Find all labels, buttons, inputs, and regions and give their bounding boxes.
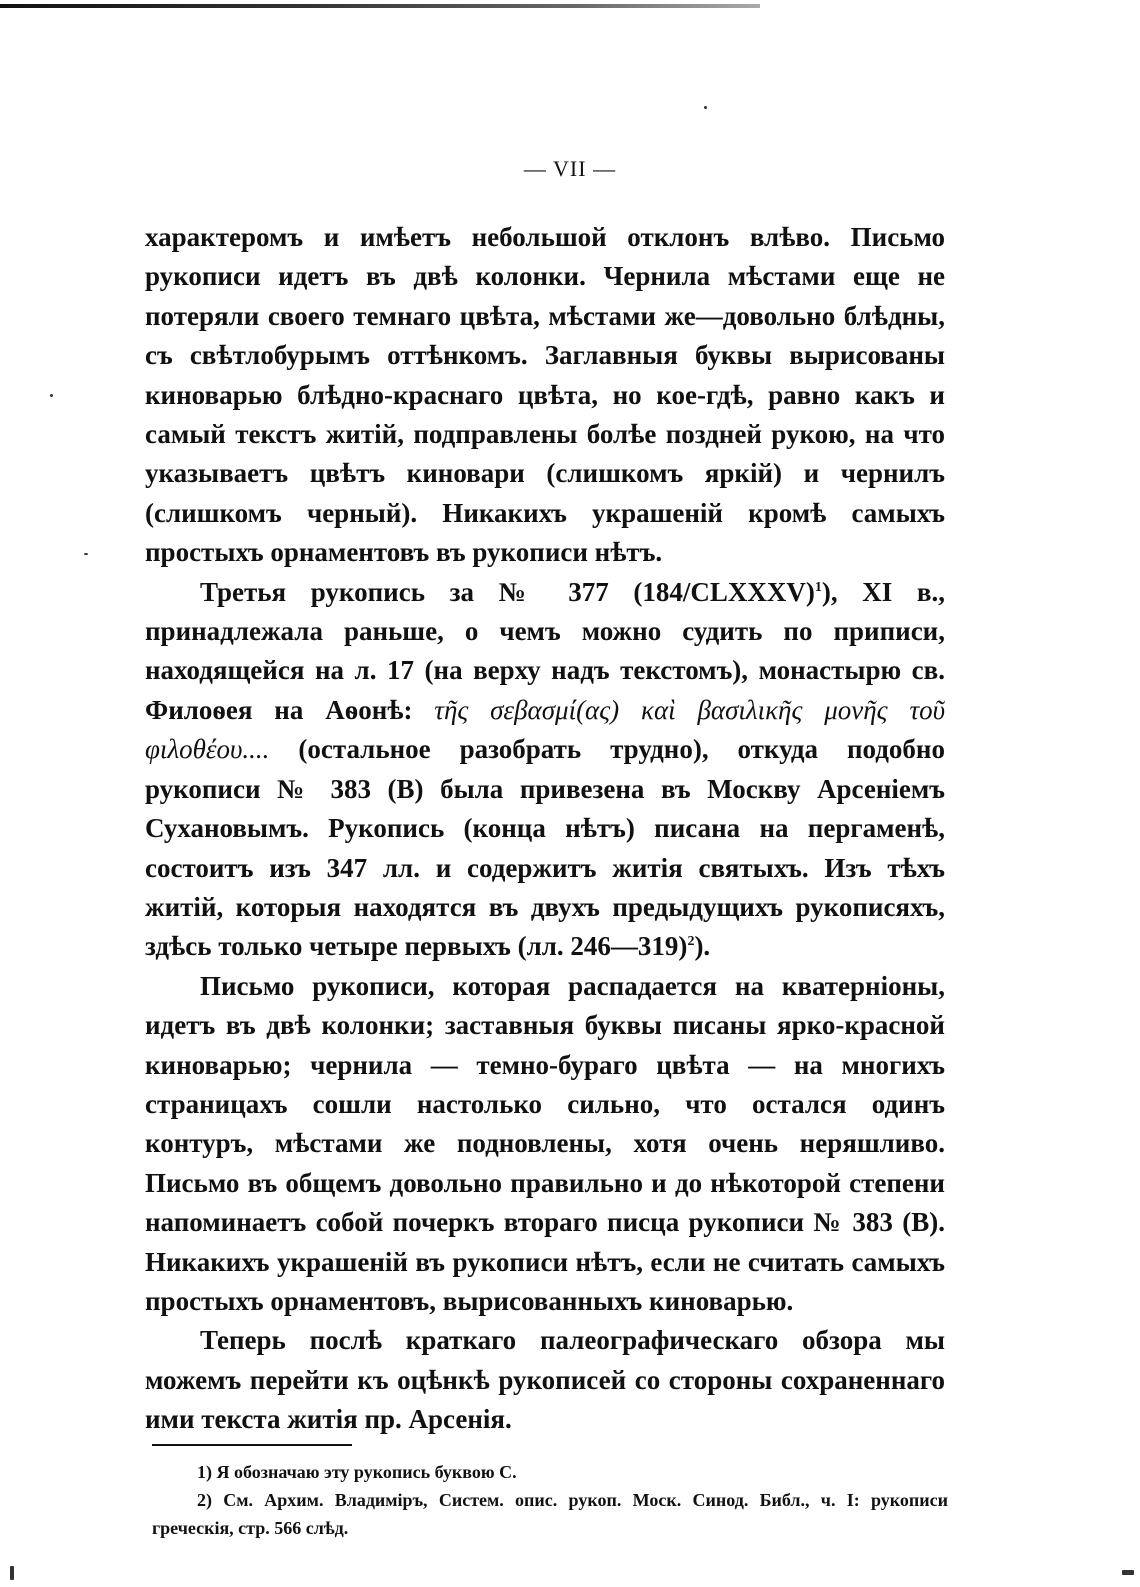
- paragraph-3: Письмо рукописи, которая распадается на кватерніоны, идетъ въ двѣ колонки; заставныя буквы писаны ярко-красной киноварью; чернила — темно-бураго цвѣта — на многихъ страницахъ сошли настолько сильно, что остался одинъ контуръ, мѣстами же подновлены, хотя очень неряшливо. Письмо въ общемъ довольно правильно и до нѣкоторой степени напоминаетъ собой почеркъ втораго писца рукописи № 383 (B). Никакихъ украшеній въ рукописи нѣтъ, если не считать самыхъ простыхъ орнаментовъ, вырисованныхъ киноварью.: [145, 970, 945, 1316]
- scan-speck: [1122, 1570, 1134, 1575]
- paragraph-2-part-b: ), XI в., принадлежала раньше, о чемъ можно судить по приписи, находящейся на л. 17 (на верху надъ текстомъ), монастырю св. Филоѳея на Аѳонѣ:: [145, 576, 945, 725]
- paragraph-4: Теперь послѣ краткаго палеографическаго обзора мы можемъ перейти къ оцѣнкѣ рукописей со стороны сохраненнаго ими текста житія пр. Арсенія.: [145, 1325, 945, 1435]
- scan-speck: [704, 106, 707, 109]
- footnote-divider: [152, 1444, 352, 1446]
- scan-speck: [10, 1566, 14, 1580]
- footnote-ref-2: 2: [687, 934, 695, 950]
- paragraph-2-part-c: (остальное разобрать трудно), откуда подобно рукописи № 383 (B) была привезена въ Москву Арсеніемъ Сухановымъ. Рукопись (конца нѣтъ) писана на пергаменѣ, состоитъ изъ 347 лл. и содержитъ житія святыхъ. Изъ тѣхъ житій, которыя находятся въ двухъ предыдущихъ рукописяхъ, здѣсь только четыре первыхъ (лл. 246—319): [145, 734, 945, 962]
- scan-speck: [84, 553, 88, 555]
- footnotes: [152, 1458, 948, 1542]
- main-text: [145, 218, 945, 1440]
- greek-inscription: τῆς σεβασμί(ας) καὶ βασιλικῆς μονῆς τοῦ φιλοθέου....: [145, 694, 945, 765]
- paragraph-2-part-a: Третья рукопись за № 377 (184/CLXXXV): [200, 576, 815, 607]
- top-scan-rule: [0, 4, 760, 8]
- paragraph-2: [145, 573, 945, 967]
- footnote-ref-1: 1: [814, 579, 822, 595]
- paragraph-1: характеромъ и имѣетъ небольшой отклонъ влѣво. Письмо рукописи идетъ въ двѣ колонки. Чернила мѣстами еще не потеряли своего темнаго цвѣта, мѣстами же—довольно блѣдны, съ свѣтлобурымъ оттѣнкомъ. Заглавныя буквы вырисованы киноварью блѣдно-краснаго цвѣта, но кое-гдѣ, равно какъ и самый текстъ житій, подправлены болѣе поздней рукою, на что указываетъ цвѣтъ киновари (слишкомъ яркій) и чернилъ (слишкомъ черный). Никакихъ украшеній кромѣ самыхъ простыхъ орнаментовъ въ рукописи нѣтъ.: [145, 222, 945, 568]
- page-number: — VII —: [523, 156, 617, 181]
- scan-speck: [50, 394, 53, 397]
- paragraph-2-part-d: ).: [694, 931, 711, 962]
- footnote-1: 1) Я обозначаю эту рукопись буквою С.: [197, 1462, 517, 1482]
- footnote-2: 2) См. Архим. Владиміръ, Систем. опис. рукоп. Моск. Синод. Библ., ч. I: рукописи греческія, стр. 566 слѣд.: [152, 1490, 948, 1538]
